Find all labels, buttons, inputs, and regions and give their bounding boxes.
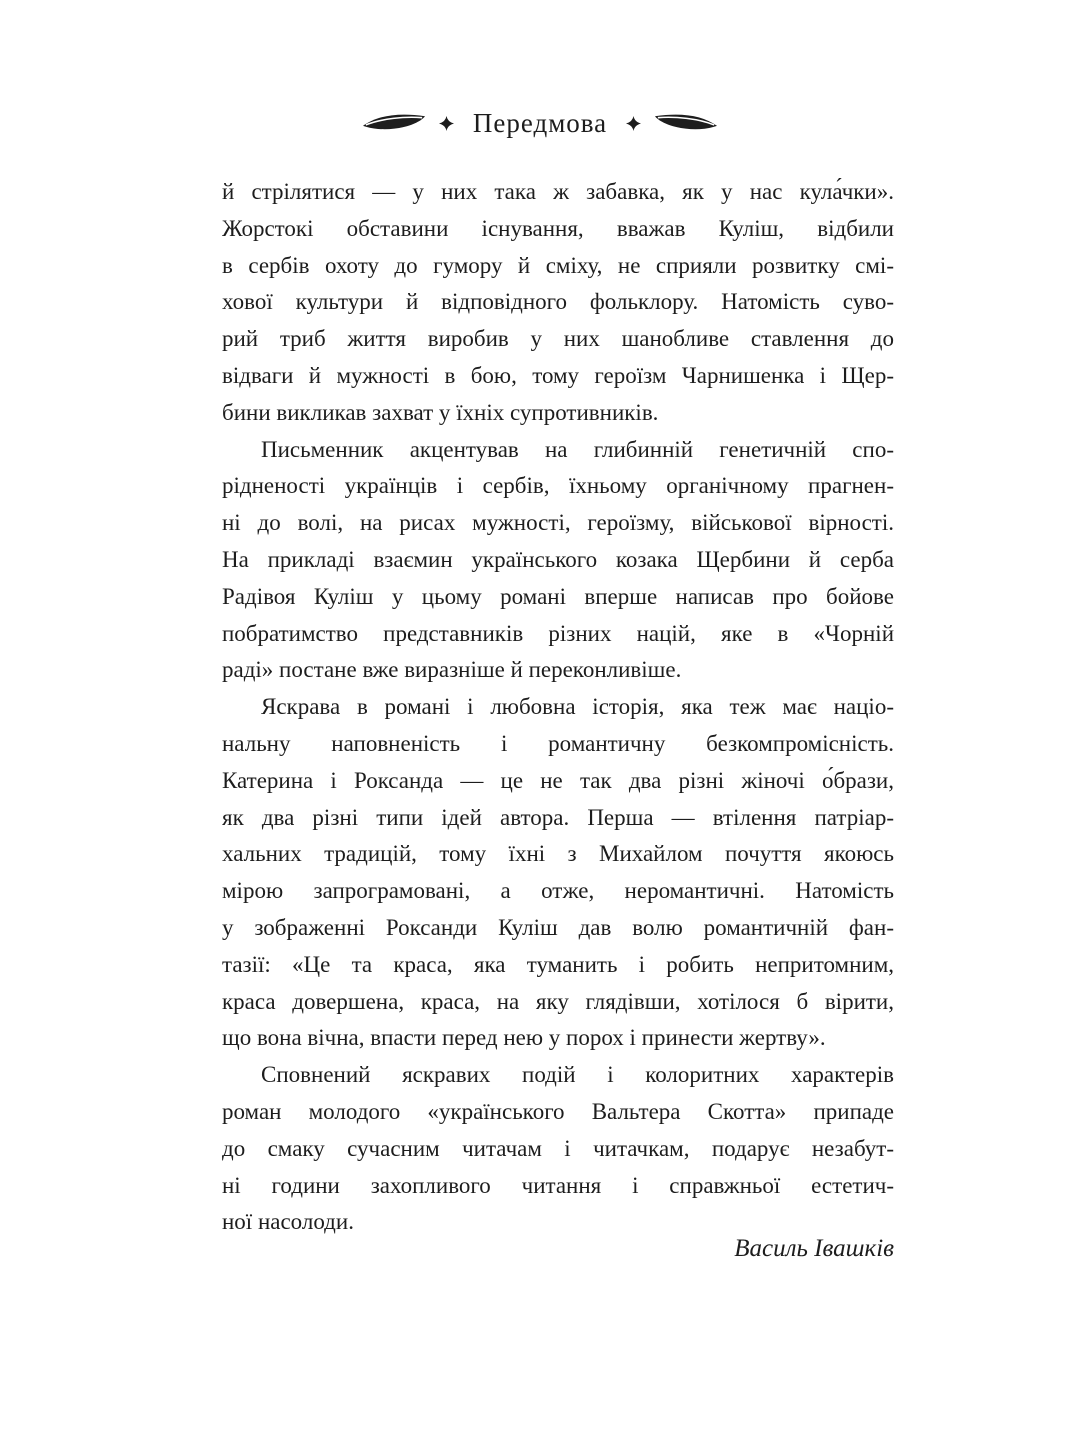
text-line: бини викликав захват у їхніх супротивників. [222,399,659,425]
text-line: до смаку сучасним читачам і читачкам, подарує незабут- [222,1135,894,1161]
text-line: На прикладі взаємин українського козака Щербини й серба [222,546,894,572]
text-line: хової культури й відповідного фольклору. Натомість суво- [222,289,894,315]
text-line: побратимство представників різних націй, яке в «Чорній [222,620,894,646]
text-line: роман молодого «українського Вальтера Скотта» припаде [222,1098,894,1124]
text-line: Сповнений яскравих подій і колоритних характерів [261,1062,894,1088]
paragraph [222,432,894,690]
text-line: Жорстокі обставини існування, вважав Куліш, відбили [222,215,894,241]
text-line: раді» постане вже виразніше й переконливіше. [222,657,682,683]
body-text [222,174,894,1241]
text-line: мірою запрограмовані, а отже, неромантичні. Натомість [222,878,894,904]
four-pointed-star-icon [626,116,641,131]
paragraph [222,174,894,432]
text-line: краса довершена, краса, на яку глядівши, хотілося б вірити, [222,988,894,1014]
text-line: Катерина і Роксанда — це не так два різні жіночі о́брази, [222,767,894,793]
text-line: у зображенні Роксанди Куліш дав волю романтичній фан- [222,914,894,940]
paragraph [222,1057,894,1241]
four-pointed-star-icon [439,116,454,131]
text-line: Письменник акцентував на глибинній генетичній спо- [261,436,894,462]
text-line: Радівоя Куліш у цьому романі вперше написав про бойове [222,583,894,609]
author-signature: Василь Івашків [734,1235,894,1262]
text-line: нальну наповненість і романтичну безкомпромісність. [222,730,894,756]
text-line: рідненості українців і сербів, їхньому органічному прагнен- [222,473,894,499]
text-line: Яскрава в романі і любовна історія, яка теж має націо- [261,694,894,720]
text-line: як два різні типи ідей автора. Перша — втілення патріар- [222,804,894,830]
text-line: що вона вічна, впасти перед нею у порох і принести жертву». [222,1025,826,1051]
text-line: ні години захопливого читання і справжньої естетич- [222,1172,894,1198]
paragraph [222,689,894,1057]
chapter-header [0,106,1080,140]
text-line: ної насолоди. [222,1209,354,1235]
text-line: рий триб життя виробив у них шанобливе ставлення до [222,326,894,352]
leaf-ornament-right-icon [654,112,718,134]
text-line: й стрілятися — у них така ж забавка, як у нас кула́чки». [222,179,894,204]
text-line: тазії: «Це та краса, яка туманить і робить непритомним, [222,951,894,977]
text-line: ні до волі, на рисах мужності, героїзму, військової вірності. [222,510,894,536]
leaf-ornament-left-icon [362,112,426,134]
text-line: в сербів охоту до гумору й сміху, не сприяли розвитку смі- [222,252,894,278]
text-line: хальних традицій, тому їхні з Михайлом почуття якоюсь [222,841,894,867]
text-line: відваги й мужності в бою, тому героїзм Чарнишенка і Щер- [222,362,894,388]
chapter-title: Передмова [472,107,608,138]
